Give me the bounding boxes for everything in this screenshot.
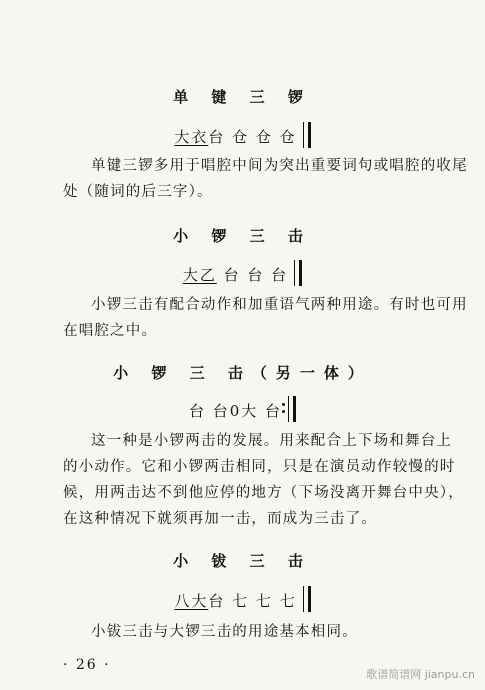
notation-2 xyxy=(0,264,485,285)
end-barline-1 xyxy=(303,122,311,148)
notation-underlined-2: 大乙 xyxy=(182,266,217,284)
paragraph-2 xyxy=(63,292,468,344)
paragraph-line: 候，用两击达不到他应停的地方（下场没离开舞台中央）， xyxy=(63,485,464,501)
paragraph-line: 的小动作。它和小锣两击相同，只是在演员动作较慢的时 xyxy=(63,459,456,475)
page-number: · 26 · xyxy=(63,657,111,673)
paragraph-3 xyxy=(63,428,464,532)
end-barline-2 xyxy=(294,260,302,286)
section-heading-3: 小 锣 三 击（另一体） xyxy=(113,364,372,382)
paragraph-line: 在唱腔之中。 xyxy=(63,323,158,339)
notation-rest-2: 台 台 台 xyxy=(216,266,289,284)
notation-underlined-4: 八大 xyxy=(174,592,209,610)
section-heading-4: 小 钹 三 击 xyxy=(173,552,312,570)
repeat-barline-3 xyxy=(288,396,296,422)
notation-1 xyxy=(0,126,485,147)
watermark: 歌谱简谱网 jianpu.cn xyxy=(366,668,475,681)
notation-rest-1: 台 仓 仓 仓 xyxy=(208,128,297,146)
end-barline-4 xyxy=(303,586,311,612)
notation-3 xyxy=(0,400,485,421)
paragraph-line: 小钹三击与大锣三击的用途基本相同。 xyxy=(91,624,358,640)
notation-underlined-1: 大衣 xyxy=(174,128,209,146)
notation-4 xyxy=(0,590,485,611)
paragraph-line: 这一种是小锣两击的发展。用来配合上下场和舞台上 xyxy=(91,433,453,449)
paragraph-line: 小锣三击有配合动作和加重语气两种用途。有时也可用 xyxy=(91,297,468,313)
notation-rest-3: 台 台0大 台 xyxy=(188,402,283,420)
section-heading-1: 单 键 三 锣 xyxy=(173,88,312,106)
paragraph-line: 在这种情况下就须再加一击，而成为三击了。 xyxy=(63,511,377,527)
paragraph-line: 处（随词的后三字）。 xyxy=(63,184,213,200)
paragraph-line: 单键三锣多用于唱腔中间为突出重要词句或唱腔的收尾 xyxy=(91,158,468,174)
section-heading-2: 小 锣 三 击 xyxy=(173,227,312,245)
paragraph-1 xyxy=(63,153,468,205)
notation-rest-4: 台 七 七 七 xyxy=(208,592,297,610)
paragraph-4 xyxy=(63,619,443,645)
